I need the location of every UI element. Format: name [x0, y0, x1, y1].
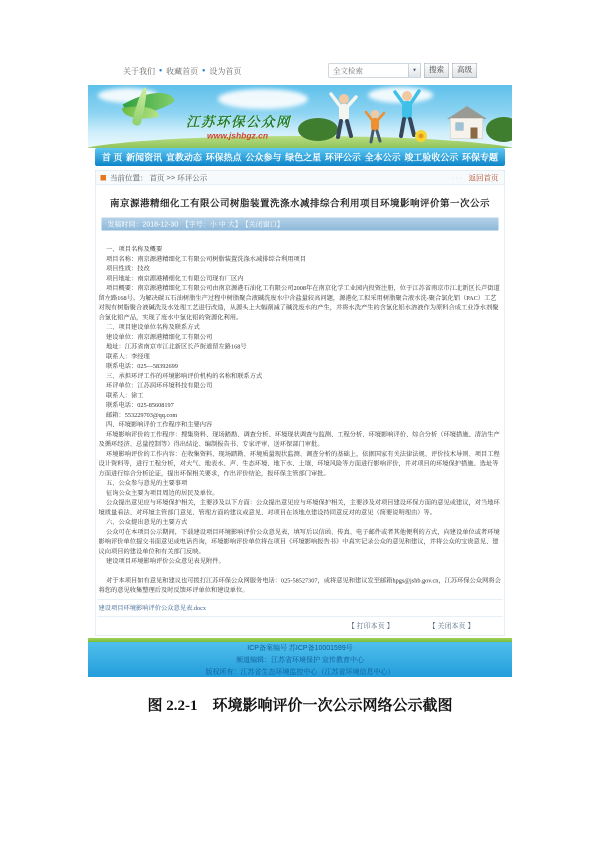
search-scope-select[interactable]: [328, 64, 421, 78]
bookmark-link[interactable]: 收藏首页: [166, 67, 199, 76]
body-paragraph: 联系人：徐工: [106, 391, 144, 399]
chevron-down-icon[interactable]: ▾: [408, 64, 421, 77]
nav-item-hotspots[interactable]: 环保热点: [205, 152, 242, 163]
nav-item-home[interactable]: 首 页: [101, 152, 123, 163]
bullet-icon: •: [159, 65, 163, 76]
decorative-dots: ···: [451, 173, 464, 182]
article-title: 南京源港精细化工有限公司树脂装置洗涤水减排综合利用项目环境影响评价第一次公示: [109, 198, 490, 209]
grass-shape: [88, 136, 512, 148]
site-banner: [88, 85, 512, 148]
house-door-shape: [471, 128, 478, 139]
body-paragraph: 建设项目环境影响评价公众意见表见附件。: [106, 557, 225, 565]
body-paragraph: 六、公众提出意见的主要方式: [106, 518, 188, 526]
nav-item-fulltext-notice[interactable]: 全本公示: [364, 152, 401, 163]
body-paragraph: 邮箱：553229703@qq.com: [106, 411, 178, 419]
site-footer: [88, 638, 512, 677]
body-paragraph: 三、承担环评工作的环境影响评价机构的名称和联系方式: [106, 372, 263, 380]
cloud-shape: [218, 89, 308, 109]
body-paragraph: 公众可在本项目公示期间，下载建设项目环境影响评价公众意见表，填写后以信函、传真、电子邮件或者其他便利的方式，向建设单位或者环境影响评价单位提交书面意见或电话咨询，环境影响评价单位将在项目《环境影响报告书》中真实记录公众的意见和建议，并将公众的宝贵意见、建议向项目的建设单位和有关部门反映。: [98, 528, 500, 555]
body-paragraph: 项目地址：南京源港精细化工有限公司现有厂区内: [106, 274, 244, 282]
nav-item-green[interactable]: 绿色之星: [285, 152, 322, 163]
back-home-link[interactable]: 返回首页: [468, 173, 499, 183]
nav-item-eia-notice[interactable]: 环评公示: [324, 152, 361, 163]
body-paragraph: 项目性质：技改: [106, 265, 150, 272]
body-paragraph: 四、环境影响评价工作程序和主要内容: [106, 421, 213, 428]
figure-caption: 图 2.2-1 环境影响评价一次公示网络公示截图: [147, 698, 453, 714]
body-paragraph: 项目概要：南京源港精细化工有限公司由南京源港石油化工有限公司2008年在南京化学工业园内投资注册，位于江苏省南京市江北新区长芦街道留左路168号。为解决碳五石油树脂生产过程中树脂聚合液碱洗废水中含盐量较高问题，源港化工拟采用树脂聚合液水洗-聚合氯化铝（PAC）工艺对现有树脂聚合液碱洗及水处理工艺进行改造，从源头上大幅削减了碱洗废水的产生，并将水洗产生的含氯化铝水溶液作为原料合成工业净水剂聚合氯化铝产品，实现了废水中氯化铝的资源化利用。: [98, 284, 500, 321]
breadcrumb-prefix: 当前位置：: [110, 173, 148, 183]
bullet-icon: •: [202, 65, 206, 76]
nav-item-topics[interactable]: 环保专题: [462, 152, 499, 163]
body-paragraph: 地址：江苏省南京市江北新区长芦街道留左路168号: [106, 343, 247, 350]
site-logo-title: 江苏环保公众网: [186, 114, 291, 130]
body-paragraph: 一、项目名称及概要: [106, 245, 163, 253]
body-paragraph: 公众提出意见应与环境保护相关，主要涉及以下方面：公众提出意见应与环境保护相关，主要涉及对项目建设环保方面的意见或建议，对当地环境质量看法、对环境主管部门意见、管理方面的建议或意见、对项目在该地点建设持同意反对的意见（简要说明理由）等。: [98, 499, 500, 516]
utility-bar: [88, 60, 512, 80]
footer-editor-line: 频道编辑：江苏省环境保护 宣传教育中心: [236, 655, 364, 664]
attachment-link[interactable]: 建设项目环境影响评价公众意见表.docx: [98, 604, 206, 612]
breadcrumb-home-link[interactable]: 首页: [149, 173, 165, 183]
close-page-button[interactable]: 【 关闭本页 】: [428, 621, 475, 630]
nav-item-news[interactable]: 新闻资讯: [126, 152, 163, 163]
set-homepage-link[interactable]: 设为首页: [209, 67, 242, 76]
body-paragraph: 项目名称：南京源港精细化工有限公司树脂装置洗涤水减排综合利用项目: [106, 255, 307, 263]
nav-item-education[interactable]: 宣教动态: [165, 152, 202, 163]
webpage-screenshot: [88, 60, 512, 677]
body-paragraph: 环境影响评价的工作内容：在收集资料、现场踏勘、环境质量现状监测、调查分析的基础上，依据国家有关法律法规、评价技术导则、项目工程设计资料等，进行工程分析，对大气、地表水、声、生态环境、地下水、土壤、环境风险等方面进行影响评价，并对项目的环境保护措施、选址等方面进行综合分析论证，提出环保相关要求，作出评价结论，报环保主管部门审批。: [98, 450, 500, 477]
tree-shape: [486, 117, 512, 142]
print-page-button[interactable]: 【 打印本页 】: [347, 621, 394, 630]
footer-copyright-line: 版权所有：江苏省生态环境监控中心（江苏省环境信息中心）: [205, 667, 395, 676]
body-paragraph: 环境影响评价的工作程序：搜集资料、现场踏勘、调查分析、环境现状调查与监测、工程分析、环境影响评价、综合分析（环境措施、清洁生产及循环经济、总量控制等）得出结论、编制报告书、专家评审、送环保部门审批。: [98, 430, 500, 448]
body-paragraph: 二、项目建设单位名称及联系方式: [106, 323, 200, 331]
nav-item-acceptance-notice[interactable]: 竣工验收公示: [404, 152, 459, 163]
footer-icp-line: ICP备案编号 苏ICP备10001599号: [247, 643, 353, 652]
article-container: [95, 170, 505, 636]
nav-item-participation[interactable]: 公众参与: [245, 152, 282, 163]
article-meta-bar: 发稿时间：2018-12-30 【字号：小 中 大】 【关闭窗口】: [102, 218, 499, 231]
body-paragraph: 环评单位：江苏润环环境科技有限公司: [106, 382, 213, 389]
house-window-shape: [456, 123, 464, 131]
search-button[interactable]: 搜索: [424, 63, 449, 78]
breadcrumb-separator: >>: [166, 173, 176, 182]
about-us-link[interactable]: 关于我们: [123, 67, 156, 76]
body-paragraph: 建设单位：南京源港精细化工有限公司: [106, 333, 213, 341]
jumping-family-illustration: [323, 88, 438, 147]
body-paragraph: 五、公众参与意见的主要事项: [106, 479, 188, 487]
advanced-search-button[interactable]: 高级: [452, 63, 477, 78]
breadcrumb-current-link[interactable]: 环评公示: [177, 173, 208, 183]
article-body: [96, 231, 505, 596]
main-nav: [95, 148, 505, 166]
breadcrumb: [96, 171, 505, 186]
search-scope-value: 全文检索: [332, 66, 363, 76]
body-paragraph: 联系电话：025—58392699: [106, 362, 178, 370]
site-logo-url: www.jshbgz.cn: [207, 131, 269, 141]
breadcrumb-square-icon: [101, 175, 107, 181]
house-shape: [450, 118, 483, 139]
body-paragraph: 联系电话：025-85608197: [106, 401, 174, 409]
body-paragraph: 联系人：李经理: [106, 352, 150, 360]
body-paragraph: 对于本项目如有意见和建议也可拨打江苏环保公众网服务电话：025-58527307，或将意见和建议发至邮箱hpgs@jshb.gov.cn，江苏环保公众网将会将您的意见收集整理后及时反馈环评单位和建设单位。: [98, 576, 501, 594]
body-paragraph: 征询公众主要为项目周边的居民及单位。: [106, 489, 219, 497]
